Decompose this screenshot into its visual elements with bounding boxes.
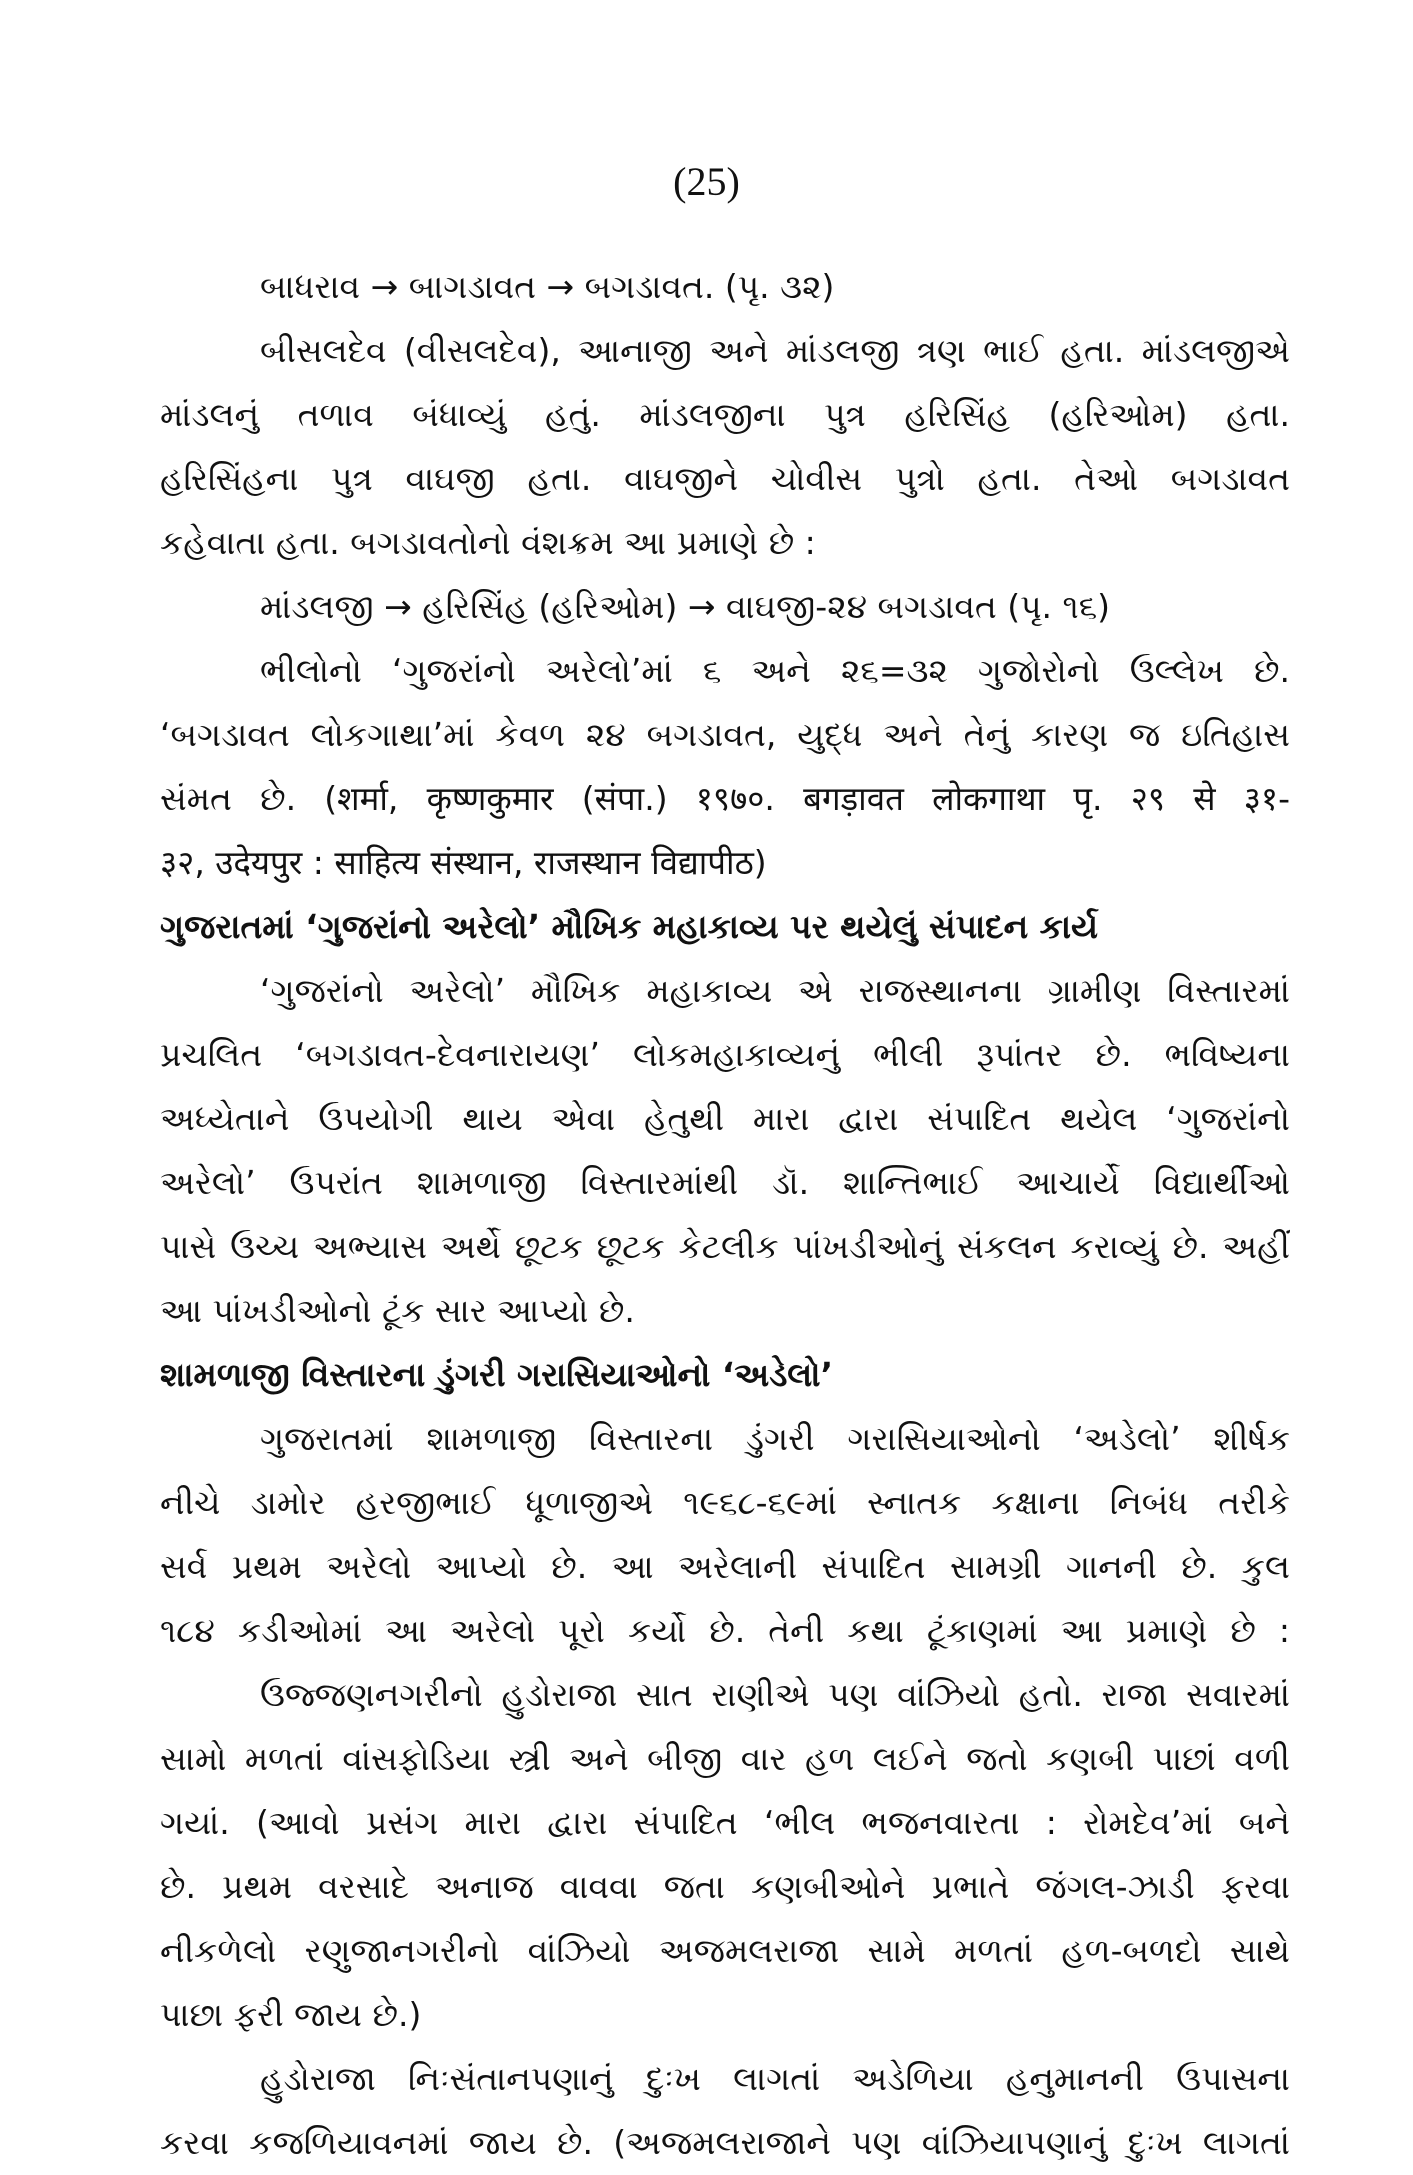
text-line: સામો મળતાં વાંસફોડિયા સ્ત્રી અને બીજી વાર હળ લઈને જતો કણબી પાછાં વળી bbox=[160, 1739, 1290, 1778]
text-line: નીકળેલો રણુજાનગરીનો વાંઝિયો અજમલરાજા સામે મળતાં હળ-બળદો સાથે bbox=[160, 1931, 1290, 1970]
text-line: નીચે ડામોર હરજીભાઈ ધૂળાજીએ ૧૯૬૮-૬૯માં સ્નાતક કક્ષાના નિબંધ તરીકે bbox=[160, 1483, 1290, 1522]
text-line: હુડોરાજા નિઃસંતાનપણાનું દુઃખ લાગતાં અડેળિયા હનુમાનની ઉપાસના bbox=[260, 2059, 1290, 2098]
text-line: બાધરાવ → બાગડાવત → બગડાવત. (પૃ. ૩૨) bbox=[260, 267, 835, 306]
text-line: માંડલજી → હરિસિંહ (હરિઓમ) → વાઘજી-૨૪ બગડાવત (પૃ. ૧૬) bbox=[260, 587, 1111, 626]
text-line: અધ્યેતાને ઉપયોગી થાય એવા હેતુથી મારા દ્વારા સંપાદિત થયેલ ‘ગુજરાંનો bbox=[160, 1099, 1290, 1138]
text-line: ‘ગુજરાંનો અરેલો’ મૌખિક મહાકાવ્ય એ રાજસ્થાનના ગ્રામીણ વિસ્તારમાં bbox=[260, 971, 1290, 1010]
text-line: ભીલોનો ‘ગુજરાંનો અરેલો’માં ૬ અને ૨૬=૩૨ ગુજોરોનો ઉલ્લેખ છે. bbox=[260, 651, 1290, 690]
section-heading: ગુજરાતમાં ‘ગુજરાંનો અરેલો’ મૌખિક મહાકાવ્ય પર થયેલું સંપાદન કાર્ય bbox=[160, 907, 1099, 946]
text-line: છે. પ્રથમ વરસાદે અનાજ વાવવા જતા કણબીઓને પ્રભાતે જંગલ-ઝાડી ફરવા bbox=[160, 1867, 1290, 1906]
text-line: કરવા કજળિયાવનમાં જાય છે. (અજમલરાજાને પણ વાંઝિયાપણાનું દુઃખ લાગતાં bbox=[160, 2123, 1290, 2162]
text-line: પાછા ફરી જાય છે.) bbox=[160, 1995, 422, 2034]
text-line: પાસે ઉચ્ચ અભ્યાસ અર્થે છૂટક છૂટક કેટલીક પાંખડીઓનું સંકલન કરાવ્યું છે. અહીં bbox=[160, 1227, 1290, 1266]
text-line: અરેલો’ ઉપરાંત શામળાજી વિસ્તારમાંથી ડૉ. શાન્તિભાઈ આચાર્યે વિદ્યાર્થીઓ bbox=[160, 1163, 1290, 1202]
text-line: કહેવાતા હતા. બગડાવતોનો વંશક્રમ આ પ્રમાણે છે : bbox=[160, 523, 816, 562]
text-line: બીસલદેવ (વીસલદેવ), આનાજી અને માંડલજી ત્રણ ભાઈ હતા. માંડલજીએ bbox=[260, 331, 1290, 370]
text-line: હરિસિંહના પુત્ર વાઘજી હતા. વાઘજીને ચોવીસ પુત્રો હતા. તેઓ બગડાવત bbox=[160, 459, 1290, 498]
text-line: ‘બગડાવત લોકગાથા’માં કેવળ ૨૪ બગડાવત, યુદ્ધ અને તેનું કારણ જ ઇતિહાસ bbox=[160, 715, 1290, 754]
text-line: માંડલનું તળાવ બંધાવ્યું હતું. માંડલજીના પુત્ર હરિસિંહ (હરિઓમ) હતા. bbox=[160, 395, 1290, 434]
text-line: પ્રચલિત ‘બગડાવત-દેવનારાયણ’ લોકમહાકાવ્યનું ભીલી રૂપાંતર છે. ભવિષ્યના bbox=[160, 1035, 1290, 1074]
text-line: આ પાંખડીઓનો ટૂંક સાર આપ્યો છે. bbox=[160, 1291, 635, 1330]
text-line: ૧૮૪ કડીઓમાં આ અરેલો પૂરો કર્યો છે. તેની કથા ટૂંકાણમાં આ પ્રમાણે છે : bbox=[160, 1611, 1290, 1650]
text-line: સર્વ પ્રથમ અરેલો આપ્યો છે. આ અરેલાની સંપાદિત સામગ્રી ગાનની છે. કુલ bbox=[160, 1547, 1290, 1586]
section-heading: શામળાજી વિસ્તારના ડુંગરી ગરાસિયાઓનો ‘અડેલો’ bbox=[160, 1355, 834, 1394]
text-line: ગુજરાતમાં શામળાજી વિસ્તારના ડુંગરી ગરાસિયાઓનો ‘અડેલો’ શીર્ષક bbox=[260, 1419, 1290, 1458]
text-line: સંમત છે. (शर्मा, कृष्णकुमार (संपा.) १९७०. बगड़ावत लोकगाथा पृ. २९ से ३१- bbox=[160, 779, 1290, 818]
text-line: ३२, उदेयपुर : साहित्य संस्थान, राजस्थान विद्यापीठ) bbox=[160, 843, 767, 882]
text-line: ઉજ્જણનગરીનો હુડોરાજા સાત રાણીએ પણ વાંઝિયો હતો. રાજા સવારમાં bbox=[260, 1675, 1290, 1714]
page-number: (25) bbox=[673, 159, 740, 204]
body-text bbox=[160, 255, 1290, 2175]
text-line: ગયાં. (આવો પ્રસંગ મારા દ્વારા સંપાદિત ‘ભીલ ભજનવારતા : રોમદેવ’માં બને bbox=[160, 1803, 1290, 1842]
